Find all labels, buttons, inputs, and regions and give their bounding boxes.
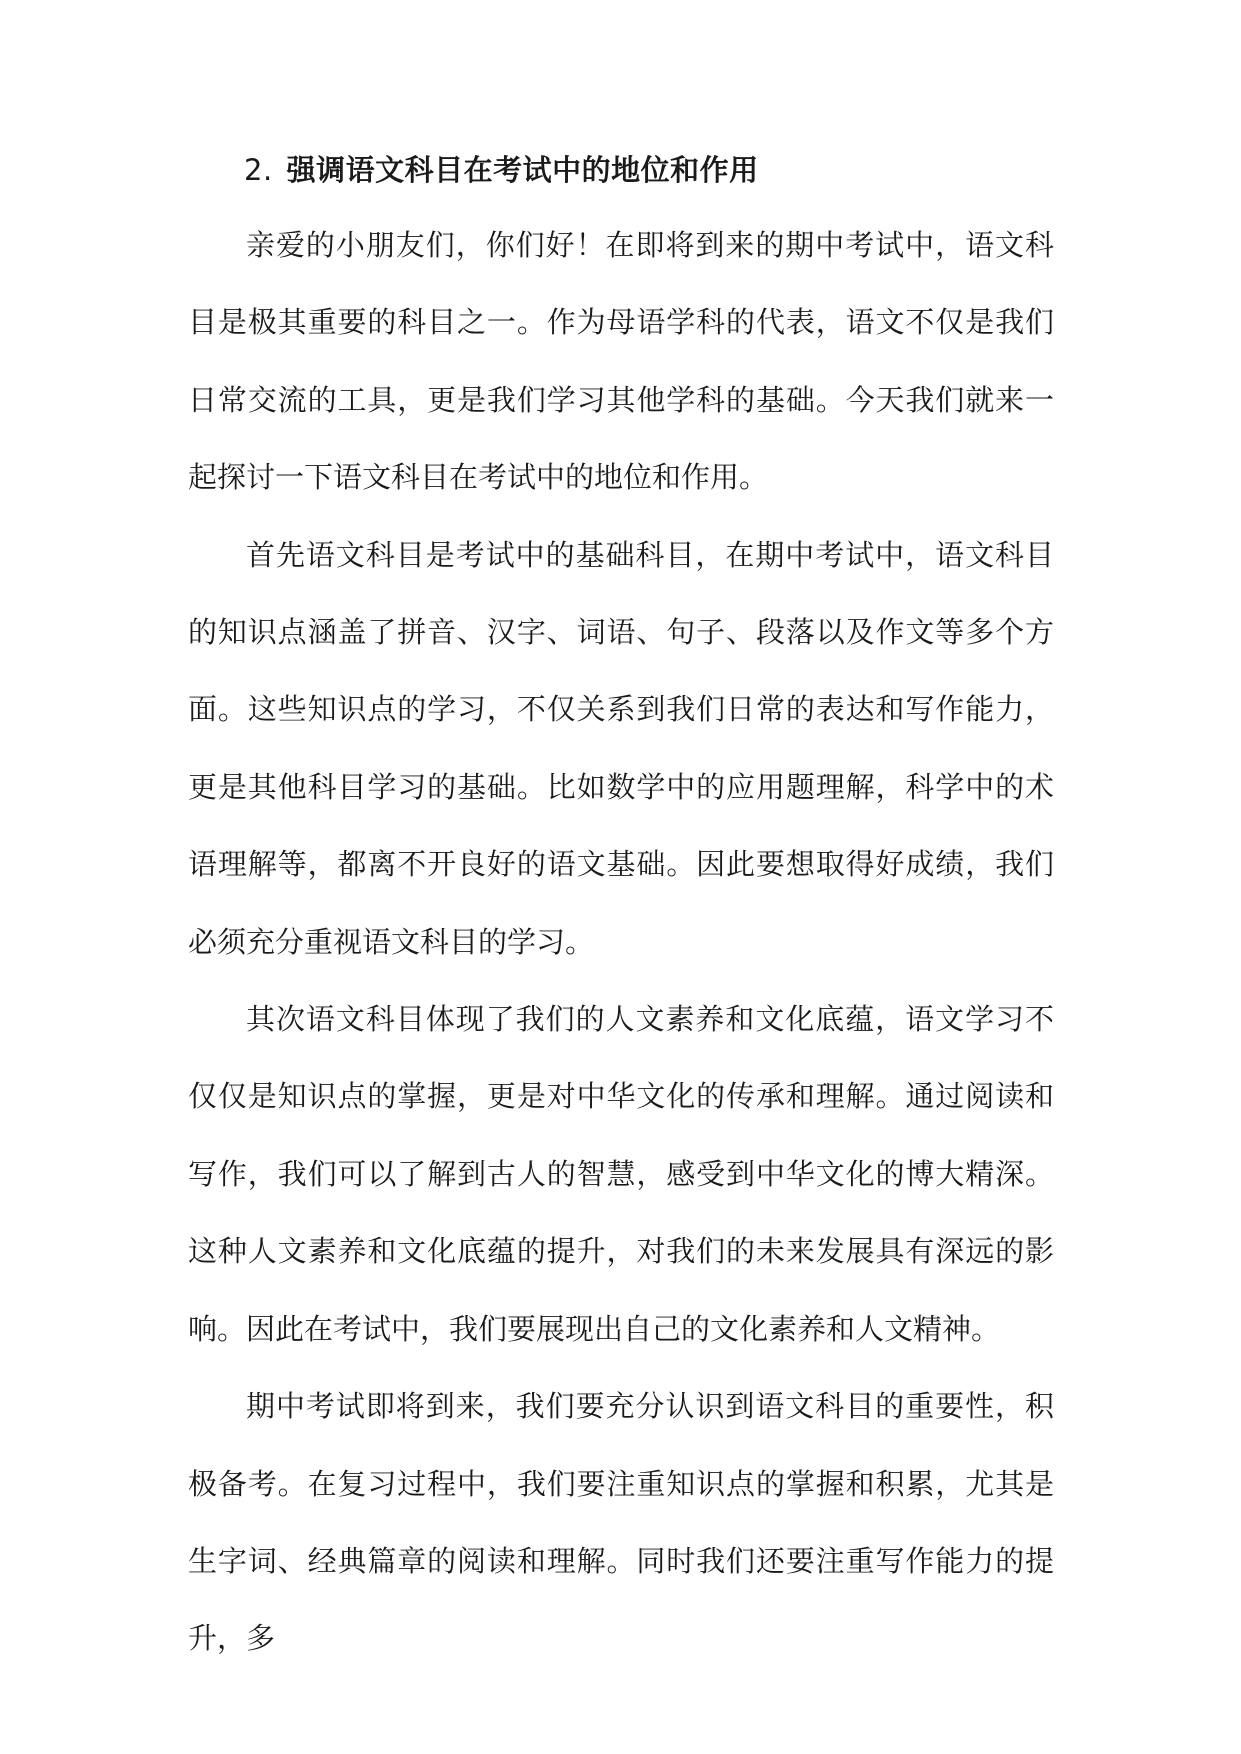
section-number: 2. xyxy=(244,153,273,187)
paragraph-exam-prep: 期中考试即将到来，我们要充分认识到语文科目的重要性，积极备考。在复习过程中，我们要注重知识点的掌握和积累，尤其是生字词、经典篇章的阅读和理解。同时我们还要注重写作能力的提升，多 xyxy=(188,1389,1054,1656)
paragraph-humanities: 其次语文科目体现了我们的人文素养和文化底蕴，语文学习不仅仅是知识点的掌握，更是对中华文化的传承和理解。通过阅读和写作，我们可以了解到古人的智慧，感受到中华文化的博大精深。这种人文素养和文化底蕴的提升，对我们的未来发展具有深远的影响。因此在考试中，我们要展现出自己的文化素养和人文精神。 xyxy=(188,1002,1054,1346)
paragraph-basic-subject: 首先语文科目是考试中的基础科目，在期中考试中，语文科目的知识点涵盖了拼音、汉字、词语、句子、段落以及作文等多个方面。这些知识点的学习，不仅关系到我们日常的表达和写作能力，更是其他科目学习的基础。比如数学中的应用题理解，科学中的术语理解等，都离不开良好的语文基础。因此要想取得好成绩，我们必须充分重视语文科目的学习。 xyxy=(188,537,1054,959)
section-title: 强调语文科目在考试中的地位和作用 xyxy=(286,153,759,187)
paragraph-intro: 亲爱的小朋友们，你们好！在即将到来的期中考试中，语文科目是极其重要的科目之一。作为母语学科的代表，语文不仅是我们日常交流的工具，更是我们学习其他学科的基础。今天我们就来一起探讨一下语文科目在考试中的地位和作用。 xyxy=(188,228,1054,495)
body-text xyxy=(188,207,1054,1678)
section-heading xyxy=(244,148,759,189)
